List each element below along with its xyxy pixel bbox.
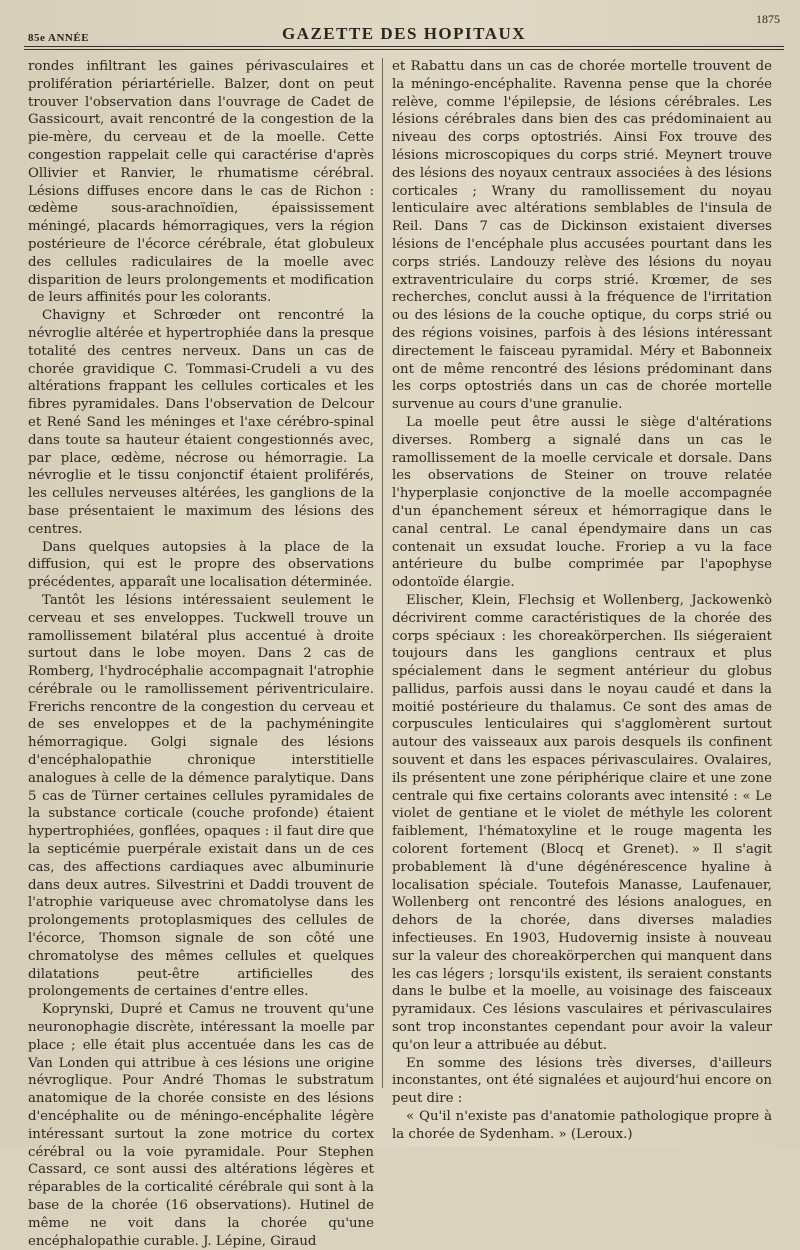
paragraph: rondes infiltrant les gaines périvasculaires et prolifération périartérielle. Balzer, dont on peut trouver l'observation dans l'ouvrage de Cadet de Gassicourt, avait rencontré de la congestion de la pie-mère, du cerveau et de la moelle. Cette congestion rappelait celle qui caractérise d'après Ollivier et Ranvier, le rhumatisme cérébral. Lésions diffuses encore dans le cas de Richon : œdème sous-arachnoïdien, épaississement méningé, placards hémorragiques, vers la région postérieure de l'écorce cérébrale, état globuleux des cellules radiculaires de la moelle avec disparition de leurs prolongements et modification de leurs affinités pour les colorants. xyxy=(28,59,374,306)
header-rule xyxy=(24,46,784,47)
paragraph: Chavigny et Schrœder ont rencontré la névroglie altérée et hypertrophiée dans la presque totalité des centres nerveux. Dans un cas de chorée gravidique C. Tommasi-Crudeli a vu des altérations frappant les cellules corticales et les fibres pyramidales. Dans l'observation de Delcour et René Sand les méninges et l'axe cérébro-spinal dans toute sa hauteur étaient congestionnés avec, par place, œdème, nécrose ou hémorragie. La névroglie et le tissu conjonctif étaient proliférés, les cellules nerveuses altérées, les ganglions de la base présentaient le maximum des lésions des centres. xyxy=(28,308,374,537)
page-header xyxy=(24,10,784,50)
column-divider xyxy=(382,58,383,1088)
paragraph: Dans quelques autopsies à la place de la diffusion, qui est le propre des observations précédentes, apparaît une localisation déterminée. xyxy=(28,539,374,591)
paragraph: Koprynski, Dupré et Camus ne trouvent qu'une neuronophagie discrète, intéressant la moelle par place ; elle était plus accentuée dans les cas de Van Londen qui attribue à ces lésions une origine névroglique. Pour André Thomas le substratum anatomique de la chorée consiste en des lésions d'encéphalite ou de méningo-encéphalite légère intéressant surtout la zone motrice du cortex cérébral ou la voie pyramidale. Pour Stephen Cassard, ce sont aussi des altérations légères et réparables de la corticalité cérébrale qui sont à la base de la chorée (16 observations). Hutinel de même ne voit dans la chorée qu'une encéphalopathie curable. J. Lépine, Giraud xyxy=(28,1002,374,1249)
paragraph: La moelle peut être aussi le siège d'altérations diverses. Romberg a signalé dans un cas le ramollissement de la moelle cervicale et dorsale. Dans les observations de Steiner on trouve relatée l'hyperplasie conjonctive de la moelle accompagnée d'un épanchement séreux et hémorragique dans le canal central. Le canal épendymaire dans un cas contenait un exsudat louche. Froriep a vu la face antérieure du bulbe comprimée par l'apophyse odontoïde élargie. xyxy=(392,414,772,591)
year-label: 85e ANNÉE xyxy=(28,32,90,44)
page-number: 1875 xyxy=(756,12,780,26)
left-column xyxy=(28,58,374,1250)
right-column xyxy=(392,58,772,1144)
paragraph: Tantôt les lésions intéressaient seulement le cerveau et ses enveloppes. Tuckwell trouve un ramollissement bilatéral plus accentué à droite surtout dans le lobe moyen. Dans 2 cas de Romberg, l'hydrocéphalie accompagnait l'atrophie cérébrale ou le ramollissement périventriculaire. Frerichs rencontre de la congestion du cerveau et de ses enveloppes et de la pachyméningite hémorragique. Golgi signale des lésions d'encéphalopathie chronique interstitielle analogues à celle de la démence paralytique. Dans 5 cas de Türner certaines cellules pyramidales de la substance corticale (couche profonde) étaient hypertrophiées, gonflées, opaques : il faut dire que la septicémie puerpérale existait dans un de ces cas, des affections cardiaques avec albuminurie dans deux autres. Silvestrini et Daddi trouvent de l'atrophie variqueuse avec chromatolyse dans les prolongements protoplasmiques des cellules de l'écorce, Thomson signale de son côté une chromatolyse des mêmes cellules et quelques dilatations peut-être artificielles des prolongements de certaines d'entre elles. xyxy=(28,592,374,1000)
journal-title: GAZETTE DES HOPITAUX xyxy=(281,24,527,43)
paragraph: Elischer, Klein, Flechsig et Wollenberg, Jackowenkò décrivirent comme caractéristiques de la chorée des corps spéciaux : les choreakörperchen. Ils siégeraient toujours dans les ganglions centraux et plus spécialement dans le segment antérieur du globus pallidus, parfois aussi dans le noyau caudé et dans la moitié postérieure du thalamus. Ce sont des amas de corpuscules lenticulaires qui s'agglomèrent surtout autour des vaisseaux aux parois desquels ils confinent souvent et dans les espaces périvasculaires. Ovalaires, ils présentent une zone périphérique claire et une zone centrale qui fixe certains colorants avec intensité : « Le violet de gentiane et le violet de méthyle les colorent faiblement, l'hématoxyline et le rouge magenta les colorent fortement (Blocq et Grenet). » Il s'agit probablement là d'une dégénérescence hyaline à localisation spéciale. Toutefois Manasse, Laufenauer, Wollenberg ont rencontré des lésions analogues, en dehors de la chorée, dans diverses maladies infectieuses. En 1903, Hudovernig insiste à nouveau sur la valeur des choreakörperchen qui manquent dans les cas légers ; lorsqu'ils existent, ils seraient constants dans le bulbe et la moelle, au voisinage des faisceaux pyramidaux. Ces lésions vasculaires et périvasculaires sont trop inconstantes cependant pour avoir la valeur qu'on leur a attribuée au début. xyxy=(392,592,772,1053)
paragraph: et Rabattu dans un cas de chorée mortelle trouvent de la méningo-encéphalite. Ravenna pense que la chorée relève, comme l'épilepsie, de lésions cérébrales. Les lésions cérébrales dans bien des cas prédominaient au niveau des corps optostriés. Ainsi Fox trouve des lésions microscopiques du corps strié. Meynert trouve des lésions des noyaux centraux associées à des lésions corticales ; Wrany du ramollissement du noyau lenticulaire avec altérations semblables de l'insula de Reil. Dans 7 cas de Dickinson existaient diverses lésions de l'encéphale plus accusées pourtant dans les corps striés. Landouzy relève des lésions du noyau extraventriculaire du corps strié. Krœmer, de ses recherches, conclut aussi à la fréquence de l'irritation ou des lésions de la couche optique, du corps strié ou des régions voisines, parfois à des lésions intéressant directement le faisceau pyramidal. Méry et Babonneix ont de même rencontré des lésions prédominant dans les corps optostriés dans un cas de chorée mortelle survenue au cours d'une granulie. xyxy=(392,59,772,413)
paragraph: « Qu'il n'existe pas d'anatomie pathologique propre à la chorée de Sydenham. » (Leroux.) xyxy=(392,1109,772,1142)
paragraph: En somme des lésions très diverses, d'ailleurs inconstantes, ont été signalées et aujourd'hui encore on peut dire : xyxy=(392,1055,772,1107)
header-rule-double xyxy=(24,49,784,50)
